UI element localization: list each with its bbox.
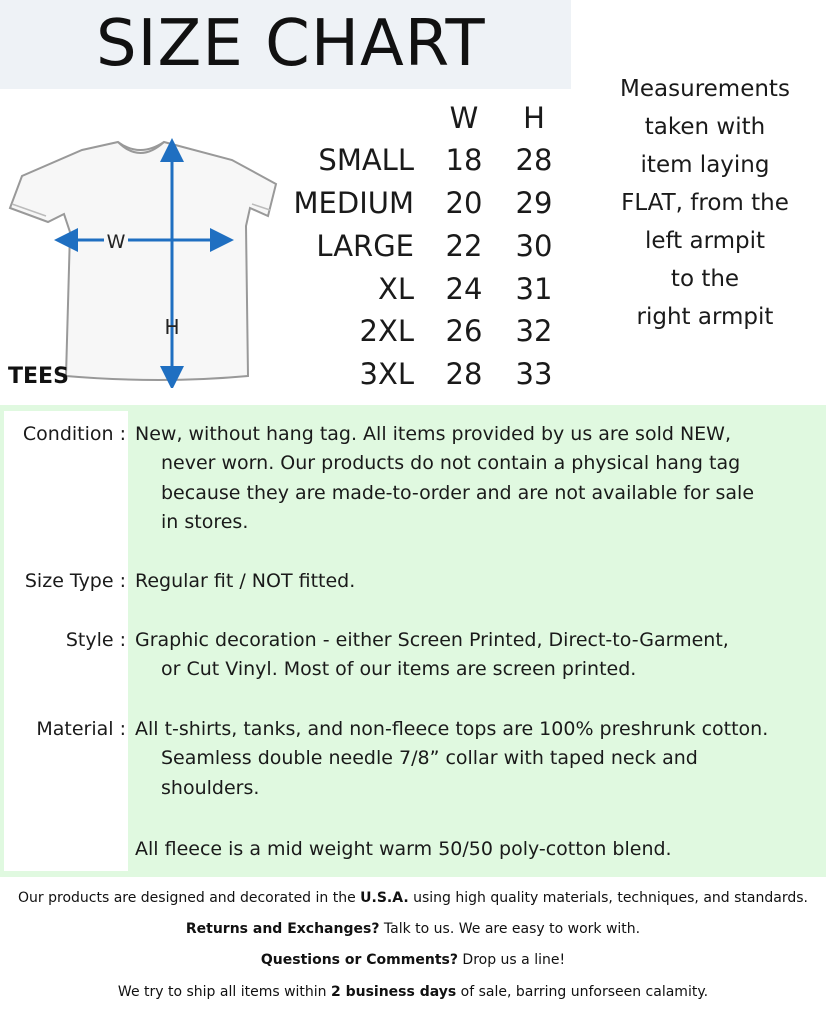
tshirt-diagram [0,136,280,388]
measurement-note-line: Measurements [620,76,790,102]
size-width: 20 [445,186,483,220]
footer-line-returns: Returns and Exchanges? Talk to us. We are easy to work with. [185,921,641,937]
garment-label: TEES [8,364,69,389]
col-header-w: W [449,101,479,135]
size-name: LARGE [316,229,414,263]
footer-line-shipping: We try to ship all items within 2 business days of sale, barring unforseen calamity. [117,984,709,1000]
size-width: 24 [445,272,483,306]
size-height: 31 [515,272,553,306]
size-height: 30 [515,229,553,263]
measurement-note [598,70,812,336]
size-name: 2XL [359,314,414,348]
material-label: Material : [36,718,126,740]
size-name: SMALL [318,143,414,177]
size-row [270,140,570,180]
measurement-note-line: right armpit [636,304,774,330]
style-text: Graphic decoration - either Screen Printed, Direct-to-Garment, or Cut Vinyl. Most of our items are screen printed. [135,629,729,681]
style-label: Style : [65,629,126,651]
size-type-text: Regular fit / NOT fitted. [135,570,356,592]
measurement-note-line: to the [670,266,740,292]
page-title: SIZE CHART [96,7,486,81]
size-width: 26 [445,314,483,348]
size-table-header [270,98,570,138]
size-row [270,354,570,394]
size-width: 22 [445,229,483,263]
condition-text: New, without hang tag. All items provided by us are sold NEW, never worn. Our products do not contain a physical hang tag because they are made-to-order and are not available for sale in stores. [135,423,755,533]
measurement-note-line: taken with [644,114,766,140]
size-row [270,183,570,223]
col-header-h: H [523,101,545,135]
measurement-note-line: left armpit [644,228,766,254]
size-height: 32 [515,314,553,348]
size-type-label: Size Type : [24,570,126,592]
measurement-note-line: item laying [640,152,770,178]
footer-line-designed: Our products are designed and decorated in the U.S.A. using high quality materials, techniques, and standards. [18,890,808,906]
width-label: W [106,231,126,253]
height-label: H [164,315,180,339]
size-row [270,311,570,351]
size-width: 28 [445,357,483,391]
tshirt-outline [10,142,276,380]
product-info-panel [0,405,826,877]
measurement-note-line: FLAT, from the [621,190,789,216]
condition-label: Condition : [22,423,126,445]
material-text: All t-shirts, tanks, and non-fleece tops are 100% preshrunk cotton. Seamless double needle 7/8” collar with taped neck and shoulders. [135,718,769,799]
size-name: 3XL [359,357,414,391]
size-name: MEDIUM [293,186,414,220]
size-width: 18 [445,143,483,177]
size-name: XL [377,272,414,306]
size-row [270,269,570,309]
size-height: 33 [515,357,553,391]
size-height: 28 [515,143,553,177]
fleece-text: All fleece is a mid weight warm 50/50 poly-cotton blend. [135,838,672,860]
size-height: 29 [515,186,553,220]
size-row [270,226,570,266]
footer-line-questions: Questions or Comments? Drop us a line! [260,952,566,968]
